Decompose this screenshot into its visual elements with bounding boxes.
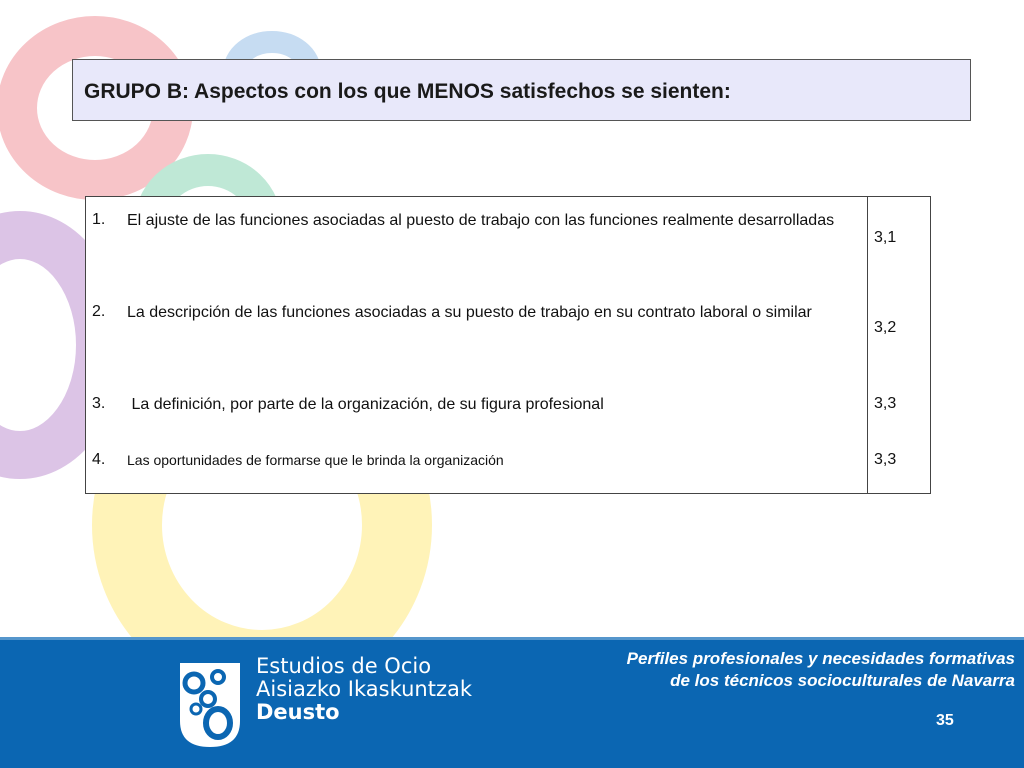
page-number: 35: [936, 712, 954, 729]
brand-line-1: Estudios de Ocio: [256, 654, 432, 678]
row-description: Las oportunidades de formarse que le brinda la organización: [127, 452, 504, 468]
row-value: 3,3: [874, 395, 897, 412]
footer-subtitle-line-1: Perfiles profesionales y necesidades formativas: [626, 649, 1015, 668]
row-value: 3,2: [874, 319, 897, 336]
footer-subtitle-line-2: de los técnicos socioculturales de Navarra: [670, 671, 1015, 690]
row-number: 2.: [92, 303, 106, 320]
row-description: El ajuste de las funciones asociadas al puesto de trabajo con las funciones realmente desarrolladas: [127, 212, 835, 229]
slide-title-box: [72, 59, 971, 121]
row-value: 3,3: [874, 451, 897, 468]
brand-line-3: Deusto: [256, 700, 340, 724]
row-value: 3,1: [874, 229, 897, 246]
row-number: 1.: [92, 211, 106, 228]
row-number: 4.: [92, 451, 106, 468]
row-description: La descripción de las funciones asociadas a su puesto de trabajo en su contrato laboral o similar: [127, 304, 812, 321]
row-description: La definición, por parte de la organización, de su figura profesional: [127, 396, 604, 413]
footer-top-line: [0, 637, 1024, 640]
brand-name: [256, 655, 472, 724]
column-divider: [867, 197, 868, 493]
footer-subtitle: [515, 648, 1015, 692]
deusto-ooo-logo-icon: [178, 661, 242, 749]
slide-title: GRUPO B: Aspectos con los que MENOS satisfechos se sienten:: [84, 80, 731, 103]
row-number: 3.: [92, 395, 106, 412]
aspects-table: [85, 196, 931, 494]
brand-line-2: Aisiazko Ikaskuntzak: [256, 677, 473, 701]
